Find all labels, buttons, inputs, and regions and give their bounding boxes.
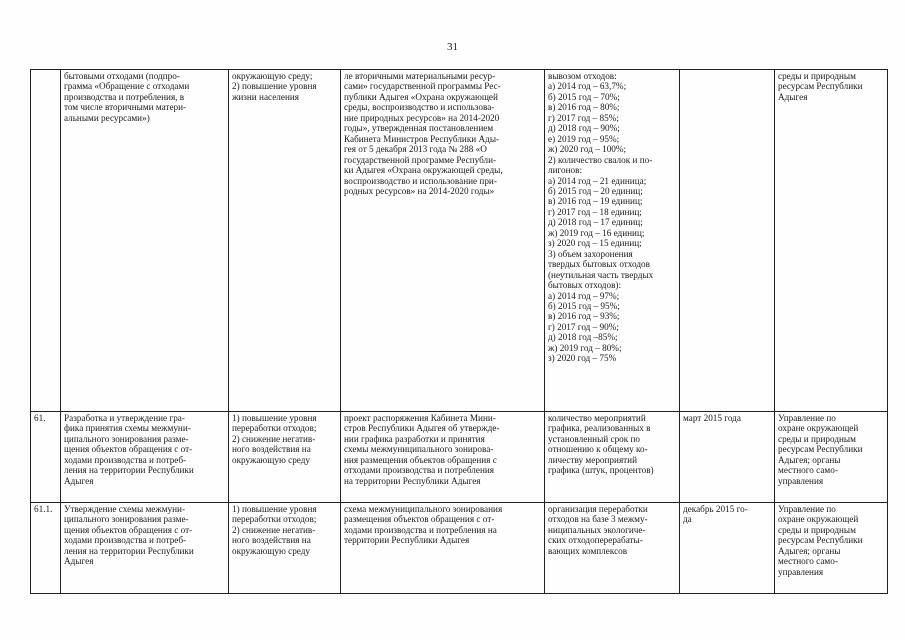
cell-line: установленный срок по	[548, 433, 641, 444]
cell-line: окружающую среду	[232, 545, 311, 556]
measure-cell	[61, 503, 229, 594]
cell-line: Адыгея; органы	[778, 545, 841, 556]
cell-line: грамма «Обращение с отходами	[64, 81, 190, 92]
cell-line: отношению к общему ко-	[548, 444, 648, 455]
cell-line: среды и природным	[778, 433, 856, 444]
cell-line: родных ресурсов» на 2014-2020 годы»	[344, 185, 495, 196]
cell-line: з) 2020 год – 75%	[548, 353, 617, 364]
cell-line: среды, воспроизводство и использова-	[344, 102, 495, 113]
cell-line: публики Адыгея «Охрана окружающей	[344, 91, 498, 102]
row-number: 61.	[31, 412, 61, 503]
cell-line: Утверждение схемы межмуни-	[64, 504, 186, 514]
row-number	[31, 70, 61, 412]
cell-line: окружающую среду;	[232, 71, 313, 81]
cell-line: ходами производства и потреб-	[64, 535, 187, 546]
cell-line: ния размещения объектов обращения с	[344, 454, 497, 465]
cell-line: ресурсам Республики	[778, 81, 863, 92]
cell-line: вающих комплексов	[548, 545, 628, 556]
cell-line: Управление по	[778, 504, 836, 514]
cell-line: 1) повышение уровня	[232, 504, 317, 514]
cell-line: ципального зонирования разме-	[64, 514, 189, 525]
cell-line: а) 2014 год – 97%;	[548, 290, 620, 301]
cell-line: среды и природным	[778, 71, 856, 81]
cell-line: схемы межмуниципального зонирова-	[344, 444, 494, 455]
indicator-cell	[545, 70, 680, 412]
cell-line: в) 2016 год – 93%;	[548, 311, 620, 322]
cell-line: ки Адыгея «Охрана окружающей среды,	[344, 165, 503, 176]
cell-line: графика (штук, процентов)	[548, 465, 654, 476]
cell-line: ного воздействия на	[232, 535, 311, 546]
cell-line: ходами производства и потреб-	[64, 454, 187, 465]
cell-line: в) 2016 год – 19 единиц;	[548, 196, 643, 207]
cell-line: б) 2015 год – 95%;	[548, 300, 620, 311]
cell-line: вывозом отходов:	[548, 71, 617, 81]
measures-table	[30, 69, 888, 594]
cell-line: 2) снижение негатив-	[232, 524, 316, 535]
cell-line: годы», утвержденная постановлением	[344, 123, 494, 134]
cell-line: да	[683, 514, 692, 525]
cell-line: местного само-	[778, 465, 838, 476]
cell-line: организация переработки	[548, 504, 648, 514]
indicator-cell	[545, 503, 680, 594]
table-row	[31, 70, 888, 412]
deadline-cell	[680, 412, 775, 503]
cell-line: ниципальных экологиче-	[548, 524, 646, 535]
document-cell	[341, 70, 545, 412]
cell-line: сами» государственной программы Рес-	[344, 81, 501, 92]
effect-cell	[229, 412, 341, 503]
cell-line: Кабинета Министров Республики Ады-	[344, 133, 500, 144]
cell-line: нии графика разработки и принятия	[344, 433, 485, 444]
cell-line: отходами производства и потребления	[344, 465, 495, 476]
cell-line: ж) 2019 год – 80%;	[548, 342, 622, 353]
cell-line: ресурсам Республики	[778, 444, 863, 455]
executor-cell	[775, 503, 888, 594]
cell-line: среды и природным	[778, 524, 856, 535]
table-row	[31, 503, 888, 594]
deadline-cell	[680, 70, 775, 412]
cell-line: 1) повышение уровня	[232, 413, 317, 423]
measure-cell	[61, 412, 229, 503]
cell-line: ресурсам Республики	[778, 535, 863, 546]
effect-cell	[229, 503, 341, 594]
cell-line: ских отходоперерабаты-	[548, 535, 643, 546]
cell-line: е) 2019 год – 95%;	[548, 133, 620, 144]
cell-line: Адыгея	[778, 91, 808, 102]
deadline-cell	[680, 503, 775, 594]
cell-line: воспроизводство и использование при-	[344, 175, 497, 186]
cell-line: д) 2018 год – 17 единиц;	[548, 217, 643, 228]
cell-line: 2) повышение уровня	[232, 81, 317, 92]
cell-line: управления	[778, 566, 824, 577]
cell-line: д) 2018 год – 90%;	[548, 123, 620, 134]
cell-line: гея от 5 декабря 2013 года № 288 «О	[344, 144, 487, 155]
cell-line: размещения объектов обращения с от-	[344, 514, 495, 525]
cell-line: окружающую среду	[232, 454, 311, 465]
cell-line: г) 2017 год – 90%;	[548, 321, 619, 332]
cell-line: д) 2018 год –85%;	[548, 332, 618, 343]
cell-line: а) 2014 год – 63,7%;	[548, 81, 627, 92]
cell-line: том числе вторичными матери-	[64, 102, 187, 113]
cell-line: стров Республики Адыгея об утвержде-	[344, 423, 500, 434]
cell-line: ние природных ресурсов» на 2014-2020	[344, 112, 500, 123]
cell-line: март 2015 года	[683, 413, 741, 423]
page-number: 31	[447, 41, 458, 53]
cell-line: ле вторичными материальными ресур-	[344, 71, 496, 81]
cell-line: Управление по	[778, 413, 836, 423]
cell-line: на территории Республики Адыгея	[344, 475, 481, 486]
cell-line: лигонов:	[548, 165, 583, 176]
cell-line: а) 2014 год – 21 единица;	[548, 175, 647, 186]
cell-line: количество мероприятий	[548, 413, 646, 423]
cell-line: переработки отходов;	[232, 514, 317, 525]
cell-line: ления на территории Республики	[64, 465, 194, 476]
executor-cell	[775, 70, 888, 412]
cell-line: г) 2017 год – 18 единиц;	[548, 206, 642, 217]
cell-line: ж) 2020 год – 100%;	[548, 144, 627, 155]
cell-line: щения объектов обращения с от-	[64, 524, 193, 535]
cell-line: декабрь 2015 го-	[683, 504, 748, 514]
cell-line: охране окружающей	[778, 514, 859, 525]
cell-line: 2) снижение негатив-	[232, 433, 316, 444]
cell-line: проект распоряжения Кабинета Мини-	[344, 413, 496, 423]
cell-line: Разработка и утверждение гра-	[64, 413, 185, 423]
executor-cell	[775, 412, 888, 503]
cell-line: в) 2016 год – 80%;	[548, 102, 620, 113]
cell-line: территории Республики Адыгея	[344, 535, 470, 546]
document-cell	[341, 412, 545, 503]
cell-line: переработки отходов;	[232, 423, 317, 434]
cell-line: щения объектов обращения с от-	[64, 444, 193, 455]
cell-line: Адыгея	[64, 475, 94, 486]
cell-line: ления на территории Республики	[64, 545, 194, 556]
indicator-cell	[545, 412, 680, 503]
cell-line: производства и потребления, в	[64, 91, 185, 102]
cell-line: бытовыми отходами (подпро-	[64, 71, 180, 81]
cell-line: Адыгея	[64, 556, 94, 567]
cell-line: графика, реализованных в	[548, 423, 651, 434]
cell-line: отходов на базе 3 межму-	[548, 514, 648, 525]
cell-line: ходами производства и потребления на	[344, 524, 497, 535]
measure-cell	[61, 70, 229, 412]
cell-line: ципального зонирования разме-	[64, 433, 189, 444]
cell-line: г) 2017 год – 85%;	[548, 112, 619, 123]
cell-line: личеству мероприятий	[548, 454, 638, 465]
cell-line: б) 2015 год – 20 единиц;	[548, 185, 643, 196]
table-row	[31, 412, 888, 503]
cell-line: 3) объем захоронения	[548, 248, 633, 259]
cell-line: бытовых отходов):	[548, 280, 622, 291]
effect-cell	[229, 70, 341, 412]
cell-line: Адыгея; органы	[778, 454, 841, 465]
cell-line: государственной программе Республи-	[344, 154, 497, 165]
cell-line: схема межмуниципального зонирования	[344, 504, 503, 514]
cell-line: з) 2020 год – 15 единиц;	[548, 238, 642, 249]
row-number: 61.1.	[31, 503, 61, 594]
cell-line: ж) 2019 год – 16 единиц;	[548, 227, 645, 238]
cell-line: альными ресурсами»)	[64, 112, 150, 123]
cell-line: охране окружающей	[778, 423, 859, 434]
cell-line: жизни населения	[232, 91, 300, 102]
cell-line: местного само-	[778, 556, 838, 567]
cell-line: б) 2015 год – 70%;	[548, 91, 620, 102]
cell-line: 2) количество свалок и по-	[548, 154, 653, 165]
document-cell	[341, 503, 545, 594]
cell-line: (неутильная часть твердых	[548, 269, 654, 280]
cell-line: фика принятия схемы межмуни-	[64, 423, 191, 434]
cell-line: управления	[778, 475, 824, 486]
cell-line: твердых бытовых отходов	[548, 259, 650, 270]
cell-line: ного воздействия на	[232, 444, 311, 455]
